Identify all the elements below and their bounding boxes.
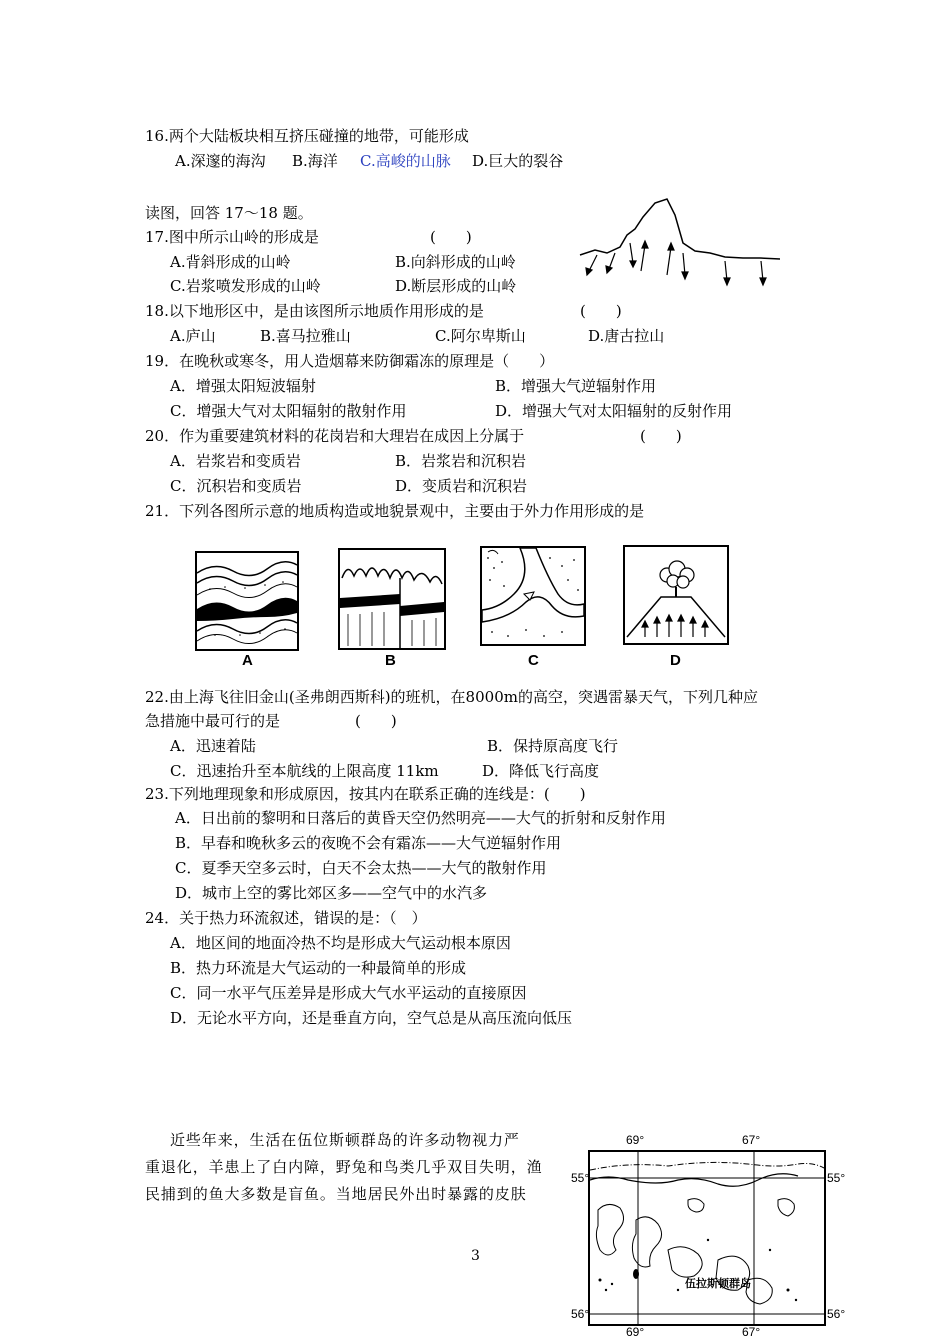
q16-option-b: B.海洋 <box>292 152 338 170</box>
fault-mountain-figure <box>575 195 785 295</box>
q18-option-a: A.庐山 <box>170 327 216 345</box>
q24-option-c: C．同一水平气压差异是形成大气水平运动的直接原因 <box>170 984 527 1002</box>
q18-option-b: B.喜马拉雅山 <box>260 327 351 345</box>
q18-option-d: D.唐古拉山 <box>588 327 665 345</box>
q18-stem: 18.以下地形区中，是由该图所示地质作用形成的是 <box>145 302 484 320</box>
q24-stem: 24．关于热力环流叙述，错误的是：（ ） <box>145 909 427 927</box>
q22-option-a: A．迅速着陆 <box>170 737 256 755</box>
q17-option-a: A.背斜形成的山岭 <box>170 253 291 271</box>
map-lat-right-55: 55° <box>827 1171 846 1185</box>
q16-option-d: D.巨大的裂谷 <box>472 152 564 170</box>
q23-option-d: D．城市上空的雾比郊区多——空气中的水汽多 <box>175 884 488 902</box>
q16-option-a: A.深邃的海沟 <box>175 152 266 170</box>
q23-option-c: C．夏季天空多云时，白天不会太热——大气的散射作用 <box>175 859 547 877</box>
q17-paren: ( ) <box>430 228 472 246</box>
q18-option-c: C.阿尔卑斯山 <box>435 327 526 345</box>
q19-stem: 19．在晚秋或寒冬，用人造烟幕来防御霜冻的原理是（ ） <box>145 352 555 370</box>
q24-option-b: B．热力环流是大气运动的一种最简单的形成 <box>170 959 467 977</box>
map-lat-left-55: 55° <box>571 1171 590 1185</box>
q17-option-b: B.向斜形成的山岭 <box>395 253 516 271</box>
figure-a-label: A <box>242 652 253 669</box>
figure-a-folded-strata <box>195 551 299 651</box>
q20-option-a: A．岩浆岩和变质岩 <box>170 452 301 470</box>
q19-option-d: D．增强大气对太阳辐射的反射作用 <box>495 402 733 420</box>
q19-option-a: A．增强太阳短波辐射 <box>170 377 316 395</box>
q17-option-c: C.岩浆喷发形成的山岭 <box>170 277 321 295</box>
map-lat-left-56: 56° <box>571 1307 590 1321</box>
map-lon-top-67: 67° <box>742 1133 761 1147</box>
figure-b-label: B <box>385 652 396 669</box>
map-island-label: 伍拉斯顿群岛 <box>685 1278 751 1290</box>
q20-stem: 20．作为重要建筑材料的花岗岩和大理岩在成因上分属于 <box>145 427 525 445</box>
q18-paren: ( ) <box>580 302 622 320</box>
q22-option-d: D．降低飞行高度 <box>482 762 600 780</box>
q16-stem: 16.两个大陆板块相互挤压碰撞的地带，可能形成 <box>145 127 469 145</box>
q17-option-d: D.断层形成的山岭 <box>395 277 517 295</box>
q23-option-a: A．日出前的黎明和日落后的黄昏天空仍然明亮——大气的折射和反射作用 <box>175 809 666 827</box>
passage-line-3: 民捕到的鱼大多数是盲鱼。当地居民外出时暴露的皮肤 <box>145 1185 527 1203</box>
page-number: 3 <box>471 1248 480 1264</box>
q21-stem: 21．下列各图所示意的地质构造或地貌景观中，主要由于外力作用形成的是 <box>145 502 645 520</box>
figure-c-river-landform <box>480 546 586 646</box>
figure-c-label: C <box>528 652 539 669</box>
map-lon-bottom-69: 69° <box>626 1325 645 1339</box>
q22-stem-line2: 急措施中最可行的是 <box>145 712 281 730</box>
map-lon-bottom-67: 67° <box>742 1325 761 1339</box>
q23-stem: 23.下列地理现象和形成原因，按其内在联系正确的连线是：( ) <box>145 785 586 803</box>
map-lon-top-69: 69° <box>626 1133 645 1147</box>
q22-option-b: B．保持原高度飞行 <box>487 737 619 755</box>
figure-d-volcano <box>623 545 729 645</box>
q19-option-b: B．增强大气逆辐射作用 <box>495 377 657 395</box>
q24-option-d: D．无论水平方向，还是垂直方向，空气总是从高压流向低压 <box>170 1009 573 1027</box>
passage-line-1: 近些年来，生活在伍位斯顿群岛的许多动物视力严 <box>170 1131 520 1149</box>
intro-17-18: 读图，回答 17～18 题。 <box>145 204 313 222</box>
q20-option-b: B．岩浆岩和沉积岩 <box>395 452 527 470</box>
q22-paren: ( ) <box>355 712 397 730</box>
q20-option-d: D．变质岩和沉积岩 <box>395 477 528 495</box>
q20-option-c: C．沉积岩和变质岩 <box>170 477 302 495</box>
q17-stem: 17.图中所示山岭的形成是 <box>145 228 319 246</box>
q22-option-c: C．迅速抬升至本航线的上限高度 11km <box>170 762 439 780</box>
figure-d-label: D <box>670 652 681 669</box>
wollaston-islands-map <box>588 1150 826 1326</box>
passage-line-2: 重退化，羊患上了白内障，野兔和鸟类几乎双目失明，渔 <box>145 1158 543 1176</box>
figure-b-faulted-blocks <box>338 548 446 650</box>
q19-option-c: C．增强大气对太阳辐射的散射作用 <box>170 402 407 420</box>
map-lat-right-56: 56° <box>827 1307 846 1321</box>
q16-option-c: C.高峻的山脉 <box>360 152 451 170</box>
q22-stem-line1: 22.由上海飞往旧金山(圣弗朗西斯科)的班机，在8000m的高空，突遇雷暴天气，下列几种应 <box>145 688 758 706</box>
q24-option-a: A．地区间的地面冷热不均是形成大气运动根本原因 <box>170 934 511 952</box>
q23-option-b: B．早春和晚秋多云的夜晚不会有霜冻——大气逆辐射作用 <box>175 834 562 852</box>
q20-paren: ( ) <box>640 427 682 445</box>
